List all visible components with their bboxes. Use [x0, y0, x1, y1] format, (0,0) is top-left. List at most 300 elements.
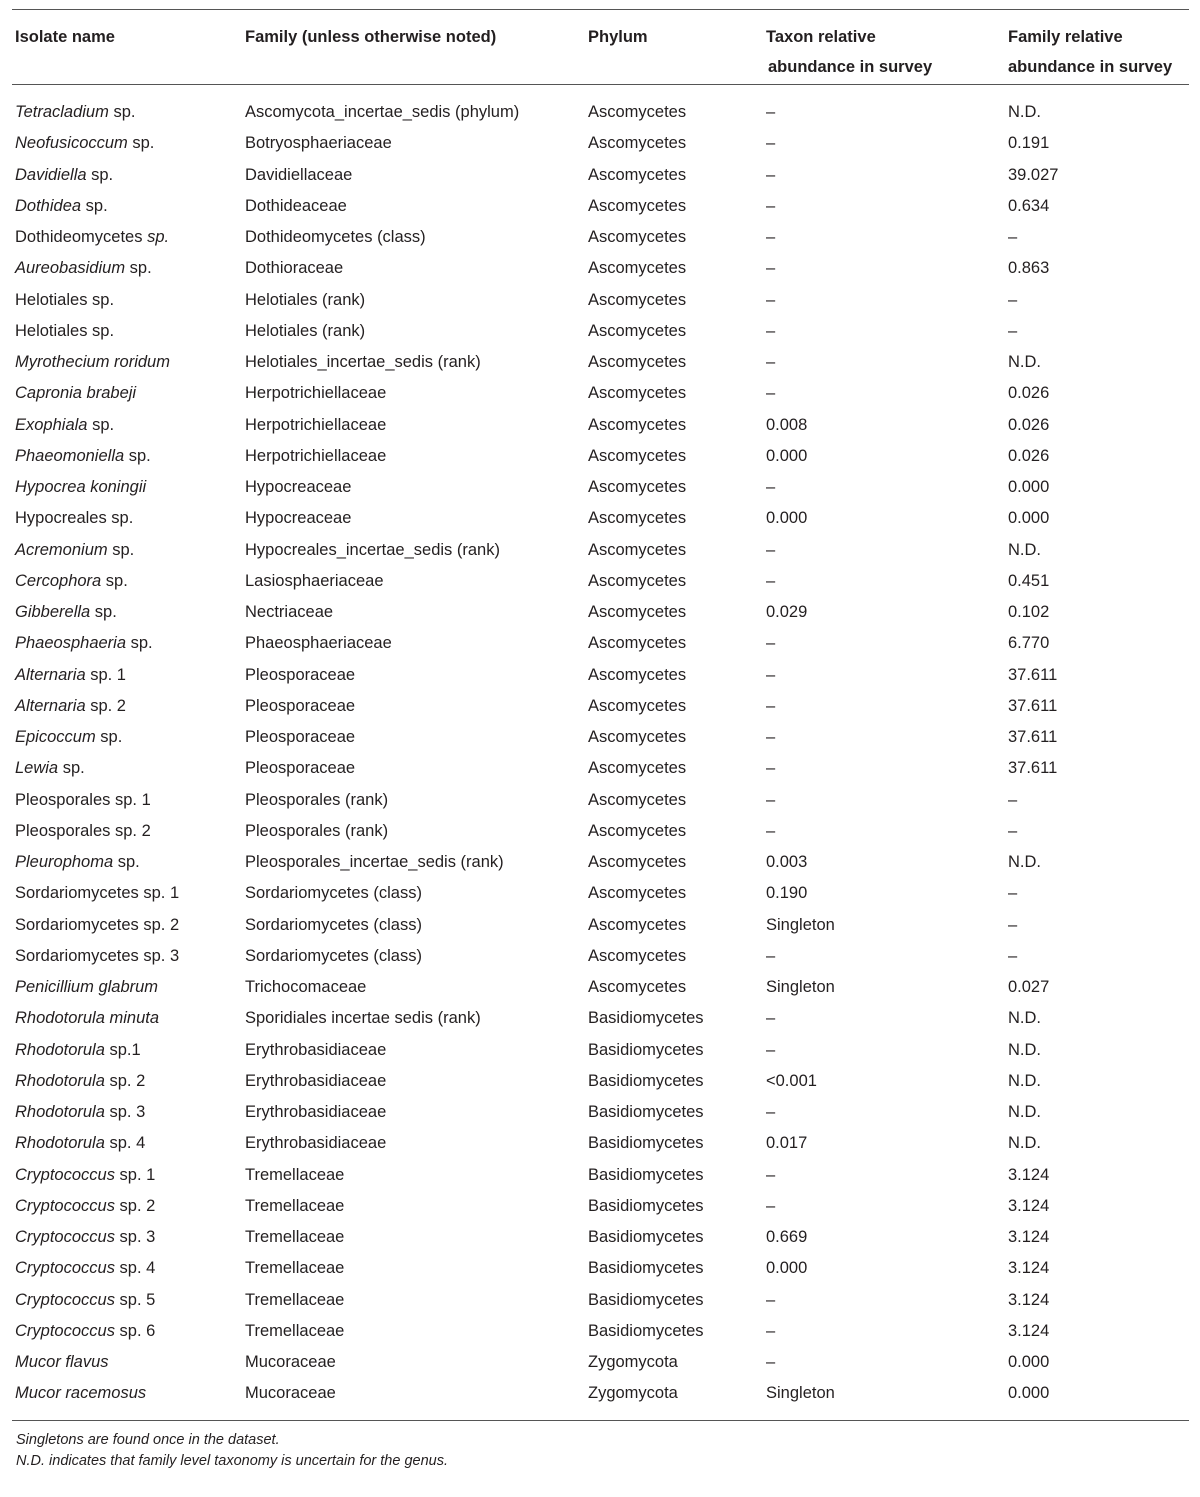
isolate-name-italic: Cryptococcus — [15, 1196, 115, 1215]
isolate-name-italic: Mucor racemosus — [15, 1384, 147, 1403]
isolate-name-suffix: sp. 6 — [114, 1321, 156, 1340]
isolate-name-italic: Cercophora — [15, 571, 102, 590]
family-abundance-cell: 0.634 — [1008, 196, 1050, 215]
phylum-cell: Ascomycetes — [588, 853, 687, 871]
isolate-name-italic: Pleurophoma — [15, 853, 114, 871]
taxon-abundance-cell: – — [766, 1196, 776, 1215]
phylum-cell: Ascomycetes — [588, 728, 687, 746]
isolate-name-cell — [15, 1003, 159, 1034]
phylum-cell: Ascomycetes — [588, 353, 687, 371]
phylum-cell: Ascomycetes — [588, 290, 687, 309]
taxon-abundance-cell: <0.001 — [766, 1071, 817, 1090]
phylum-cell: Ascomycetes — [588, 665, 687, 684]
table-row — [0, 1128, 1200, 1159]
phylum-cell: Ascomycetes — [588, 540, 687, 559]
isolate-name-italic: Mucor flavus — [15, 1353, 109, 1371]
table-row — [0, 597, 1200, 628]
taxon-abundance-cell: – — [766, 1353, 776, 1371]
family-abundance-cell: – — [1008, 321, 1018, 340]
isolate-name-italic: Capronia brabeji — [15, 384, 137, 403]
family-abundance-cell: 3.124 — [1008, 1259, 1050, 1278]
isolate-name-cell — [15, 503, 133, 534]
taxon-abundance-cell: 0.000 — [766, 1259, 808, 1278]
family-cell: Phaeosphaeriaceae — [245, 634, 392, 653]
taxon-abundance-cell: – — [766, 821, 776, 840]
isolate-name-cell — [15, 128, 154, 159]
taxon-abundance-cell: – — [766, 384, 776, 403]
isolate-name-suffix: sp. 4 — [114, 1259, 156, 1278]
family-abundance-cell: 0.000 — [1008, 478, 1050, 496]
family-abundance-cell: 37.611 — [1008, 665, 1058, 684]
header-family-label: Family (unless otherwise noted) — [245, 28, 497, 46]
table-top-rule — [12, 9, 1189, 10]
isolate-name-italic: sp. — [147, 228, 170, 246]
phylum-cell: Zygomycota — [588, 1353, 678, 1371]
isolate-name-suffix: sp. 2 — [114, 1196, 156, 1215]
phylum-cell: Ascomycetes — [588, 196, 687, 215]
family-abundance-cell: 0.026 — [1008, 415, 1050, 434]
family-abundance-cell: – — [1008, 884, 1018, 903]
family-abundance-cell: 0.026 — [1008, 446, 1050, 465]
isolate-name-suffix: sp. — [125, 259, 152, 278]
table-row — [0, 347, 1200, 378]
family-abundance-cell: – — [1008, 946, 1018, 965]
phylum-cell: Basidiomycetes — [588, 1259, 704, 1278]
isolate-name-cell — [15, 1066, 145, 1097]
table-row — [0, 441, 1200, 472]
family-abundance-cell: 0.191 — [1008, 134, 1050, 153]
family-cell: Erythrobasidiaceae — [245, 1040, 387, 1059]
family-abundance-cell: N.D. — [1008, 1009, 1041, 1028]
table-row — [0, 1378, 1200, 1409]
isolate-name-italic: Rhodotorula — [15, 1040, 105, 1059]
isolate-name-cell — [15, 1035, 141, 1066]
taxon-abundance-cell: 0.029 — [766, 603, 808, 621]
table-row — [0, 503, 1200, 534]
isolate-name-plain: Pleosporales sp. 1 — [15, 790, 151, 809]
isolate-name-cell — [15, 1128, 145, 1159]
family-abundance-cell: 0.000 — [1008, 1353, 1050, 1371]
taxon-abundance-cell: – — [766, 571, 776, 590]
taxon-abundance-cell: – — [766, 1165, 776, 1184]
table-row — [0, 191, 1200, 222]
phylum-cell: Ascomycetes — [588, 634, 687, 653]
family-cell: Sordariomycetes (class) — [245, 915, 422, 934]
family-cell: Hypocreaceae — [245, 509, 352, 528]
phylum-cell: Ascomycetes — [588, 946, 687, 965]
isolate-name-italic: Cryptococcus — [15, 1321, 115, 1340]
family-cell: Tremellaceae — [245, 1259, 345, 1278]
table-row — [0, 1066, 1200, 1097]
family-cell: Herpotrichiellaceae — [245, 446, 387, 465]
isolate-name-plain: Helotiales sp. — [15, 321, 115, 340]
isolate-name-cell — [15, 1316, 155, 1347]
phylum-cell: Basidiomycetes — [588, 1165, 704, 1184]
table-row — [0, 222, 1200, 253]
header-taxon-line1: Taxon relative — [766, 28, 876, 46]
table-row — [0, 1097, 1200, 1128]
family-cell: Dothideaceae — [245, 196, 347, 215]
table-row — [0, 785, 1200, 816]
isolate-name-italic: Epicoccum — [15, 728, 96, 746]
taxon-abundance-cell: – — [766, 1103, 776, 1121]
isolate-name-cell — [15, 347, 170, 378]
family-abundance-cell: N.D. — [1008, 353, 1041, 371]
isolate-name-cell — [15, 285, 114, 316]
taxon-abundance-cell: – — [766, 134, 776, 153]
family-cell: Sporidiales incertae sedis (rank) — [245, 1009, 481, 1028]
taxon-abundance-cell: – — [766, 1290, 776, 1309]
isolate-name-suffix: sp. 2 — [104, 1071, 146, 1090]
phylum-cell: Ascomycetes — [588, 696, 687, 715]
table-footnotes — [16, 1430, 448, 1472]
family-abundance-cell: 3.124 — [1008, 1228, 1050, 1246]
table-row — [0, 128, 1200, 159]
phylum-cell: Ascomycetes — [588, 134, 687, 153]
isolate-name-suffix: sp. — [113, 853, 140, 871]
family-cell: Herpotrichiellaceae — [245, 415, 387, 434]
isolate-name-italic: Tetracladium — [15, 103, 109, 121]
table-body — [0, 97, 1200, 1410]
isolate-name-cell — [15, 785, 151, 816]
taxon-abundance-cell: – — [766, 728, 776, 746]
isolate-name-cell — [15, 628, 153, 659]
isolate-name-suffix: sp. 1 — [85, 665, 126, 684]
header-family-rel-line2: abundance in survey — [1008, 58, 1173, 76]
isolate-name-suffix: sp. 1 — [114, 1165, 156, 1184]
taxon-abundance-cell: 0.008 — [766, 415, 808, 434]
isolate-name-suffix: sp. 3 — [114, 1228, 156, 1246]
family-abundance-cell: 39.027 — [1008, 165, 1059, 184]
table-row — [0, 97, 1200, 128]
isolate-name-plain: Pleosporales sp. 2 — [15, 821, 151, 840]
phylum-cell: Basidiomycetes — [588, 1290, 704, 1309]
isolate-name-italic: Lewia — [15, 759, 59, 778]
family-abundance-cell: 0.451 — [1008, 571, 1050, 590]
taxon-abundance-cell: – — [766, 103, 776, 121]
isolate-name-italic: Cryptococcus — [15, 1290, 115, 1309]
isolate-name-suffix: sp. 3 — [104, 1103, 146, 1121]
family-cell: Mucoraceae — [245, 1353, 336, 1371]
phylum-cell: Basidiomycetes — [588, 1071, 704, 1090]
family-cell: Helotiales (rank) — [245, 290, 366, 309]
family-abundance-cell: – — [1008, 228, 1018, 246]
isolate-name-cell — [15, 535, 134, 566]
header-family-rel-line1: Family relative — [1008, 28, 1123, 46]
table-row — [0, 972, 1200, 1003]
isolate-name-cell — [15, 972, 158, 1003]
table-row — [0, 410, 1200, 441]
phylum-cell: Ascomycetes — [588, 103, 687, 121]
footnote-singletons: Singletons are found once in the dataset. — [16, 1432, 280, 1448]
family-abundance-cell: N.D. — [1008, 540, 1041, 559]
table-row — [0, 1253, 1200, 1284]
table-row — [0, 878, 1200, 909]
isolate-name-suffix: sp. — [90, 603, 117, 621]
isolate-name-cell — [15, 1191, 155, 1222]
taxon-abundance-cell: – — [766, 634, 776, 653]
family-abundance-cell: 0.027 — [1008, 978, 1050, 996]
family-abundance-cell: – — [1008, 821, 1018, 840]
family-abundance-cell: N.D. — [1008, 853, 1041, 871]
isolate-name-cell — [15, 316, 114, 347]
family-cell: Trichocomaceae — [245, 978, 367, 996]
header-bottom-rule — [12, 84, 1189, 85]
isolate-name-suffix: sp. — [58, 759, 85, 778]
isolate-name-suffix: sp. — [81, 196, 108, 215]
family-abundance-cell: N.D. — [1008, 1103, 1041, 1121]
table-row — [0, 1003, 1200, 1034]
isolate-name-cell — [15, 97, 135, 128]
isolate-name-suffix: sp.1 — [104, 1040, 141, 1059]
header-family-relative-abundance — [1008, 22, 1172, 82]
table-row — [0, 472, 1200, 503]
isolate-name-italic: Cryptococcus — [15, 1165, 115, 1184]
family-cell: Sordariomycetes (class) — [245, 884, 422, 903]
phylum-cell: Basidiomycetes — [588, 1196, 704, 1215]
phylum-cell: Ascomycetes — [588, 821, 687, 840]
family-abundance-cell: 6.770 — [1008, 634, 1050, 653]
table-row — [0, 160, 1200, 191]
taxon-abundance-cell: – — [766, 259, 776, 278]
isolate-name-cell — [15, 878, 179, 909]
taxon-abundance-cell: – — [766, 353, 776, 371]
family-abundance-cell: N.D. — [1008, 1071, 1041, 1090]
isolate-name-italic: Hypocrea koningii — [15, 478, 147, 496]
isolate-name-italic: Alternaria — [15, 696, 86, 715]
family-cell: Tremellaceae — [245, 1196, 345, 1215]
isolate-name-cell — [15, 160, 113, 191]
header-phylum-label: Phylum — [588, 28, 648, 46]
isolate-name-cell — [15, 378, 136, 409]
table-row — [0, 941, 1200, 972]
family-cell: Helotiales_incertae_sedis (rank) — [245, 353, 481, 371]
taxon-abundance-cell: 0.017 — [766, 1134, 808, 1153]
isolate-name-italic: Dothidea — [15, 196, 82, 215]
isolate-name-suffix: sp. — [108, 103, 136, 121]
table-row — [0, 691, 1200, 722]
header-taxon-relative-abundance — [766, 22, 932, 82]
isolate-name-cell — [15, 1347, 109, 1378]
isolate-name-suffix: sp. — [107, 540, 135, 559]
taxon-abundance-cell: – — [766, 478, 776, 496]
family-cell: Lasiosphaeriaceae — [245, 571, 384, 590]
table-row — [0, 566, 1200, 597]
taxon-abundance-cell: – — [766, 1009, 776, 1028]
family-cell: Mucoraceae — [245, 1384, 336, 1403]
isolate-name-plain: Sordariomycetes sp. 2 — [15, 915, 180, 934]
family-abundance-cell: N.D. — [1008, 1134, 1041, 1153]
family-abundance-cell: 0.102 — [1008, 603, 1050, 621]
family-cell: Helotiales (rank) — [245, 321, 366, 340]
phylum-cell: Ascomycetes — [588, 321, 687, 340]
phylum-cell: Ascomycetes — [588, 978, 687, 996]
family-cell: Dothioraceae — [245, 259, 344, 278]
taxon-abundance-cell: – — [766, 228, 776, 246]
table-row — [0, 1035, 1200, 1066]
family-cell: Hypocreales_incertae_sedis (rank) — [245, 540, 500, 559]
taxon-abundance-cell: 0.003 — [766, 853, 808, 871]
table-row — [0, 1347, 1200, 1378]
family-cell: Hypocreaceae — [245, 478, 352, 496]
family-abundance-cell: N.D. — [1008, 103, 1041, 121]
table-row — [0, 816, 1200, 847]
phylum-cell: Zygomycota — [588, 1384, 678, 1403]
isolate-name-suffix: sp. — [87, 415, 115, 434]
taxon-abundance-cell: – — [766, 759, 776, 778]
isolate-name-italic: Aureobasidium — [15, 259, 126, 278]
phylum-cell: Basidiomycetes — [588, 1134, 704, 1153]
taxon-abundance-cell: Singleton — [766, 915, 835, 934]
family-abundance-cell: – — [1008, 790, 1018, 809]
taxon-abundance-cell: Singleton — [766, 978, 835, 996]
taxon-abundance-cell: Singleton — [766, 1384, 835, 1403]
phylum-cell: Ascomycetes — [588, 759, 687, 778]
isolate-name-italic: Penicillium glabrum — [15, 978, 159, 996]
table-row — [0, 1316, 1200, 1347]
header-family — [245, 22, 496, 52]
phylum-cell: Ascomycetes — [588, 478, 687, 496]
family-cell: Davidiellaceae — [245, 165, 353, 184]
family-abundance-cell: 0.000 — [1008, 509, 1050, 528]
taxon-abundance-cell: – — [766, 790, 776, 809]
taxon-abundance-cell: – — [766, 540, 776, 559]
table-row — [0, 847, 1200, 878]
phylum-cell: Ascomycetes — [588, 884, 687, 903]
isolate-name-cell — [15, 597, 117, 628]
family-abundance-cell: – — [1008, 915, 1018, 934]
family-cell: Pleosporales (rank) — [245, 790, 389, 809]
footnote-nd: N.D. indicates that family level taxonomy is uncertain for the genus. — [16, 1453, 448, 1469]
header-isolate-label: Isolate name — [15, 28, 115, 46]
isolate-name-cell — [15, 722, 122, 753]
phylum-cell: Ascomycetes — [588, 446, 687, 465]
isolate-name-cell — [15, 816, 151, 847]
phylum-cell: Ascomycetes — [588, 571, 687, 590]
taxon-abundance-cell: – — [766, 196, 776, 215]
taxon-abundance-cell: – — [766, 665, 776, 684]
phylum-cell: Ascomycetes — [588, 228, 687, 246]
table-row — [0, 628, 1200, 659]
taxon-abundance-cell: 0.190 — [766, 884, 808, 903]
isolate-name-suffix: sp. 4 — [104, 1134, 146, 1153]
isolate-name-cell — [15, 847, 140, 878]
family-cell: Dothideomycetes (class) — [245, 228, 426, 246]
table-row — [0, 753, 1200, 784]
family-cell: Herpotrichiellaceae — [245, 384, 387, 403]
isolate-name-italic: Rhodotorula — [15, 1134, 105, 1153]
isolate-name-cell — [15, 410, 114, 441]
table-row — [0, 1191, 1200, 1222]
isolate-name-cell — [15, 1222, 155, 1253]
table-row — [0, 910, 1200, 941]
table-row — [0, 535, 1200, 566]
taxon-abundance-cell: – — [766, 321, 776, 340]
phylum-cell: Ascomycetes — [588, 259, 687, 278]
family-cell: Erythrobasidiaceae — [245, 1071, 387, 1090]
taxon-abundance-cell: 0.669 — [766, 1228, 808, 1246]
isolate-name-suffix: sp. — [127, 134, 155, 153]
table-row — [0, 660, 1200, 691]
table-row — [0, 285, 1200, 316]
family-cell: Tremellaceae — [245, 1165, 345, 1184]
isolate-name-italic: Cryptococcus — [15, 1228, 115, 1246]
isolate-name-cell — [15, 1160, 155, 1191]
family-cell: Pleosporaceae — [245, 759, 356, 778]
taxon-abundance-cell: – — [766, 1321, 776, 1340]
table-row — [0, 316, 1200, 347]
isolate-name-cell — [15, 222, 169, 253]
isolate-name-cell — [15, 1253, 155, 1284]
isolate-name-cell — [15, 753, 85, 784]
isolate-name-plain: Sordariomycetes sp. 1 — [15, 884, 180, 903]
isolate-name-suffix: sp. — [86, 165, 114, 184]
isolate-name-cell — [15, 1097, 145, 1128]
isolate-name-suffix: sp. — [124, 446, 151, 465]
phylum-cell: Ascomycetes — [588, 603, 687, 621]
isolate-name-cell — [15, 660, 126, 691]
isolate-name-suffix: sp. — [95, 728, 123, 746]
isolate-name-cell — [15, 1285, 155, 1316]
family-abundance-cell: 3.124 — [1008, 1290, 1050, 1309]
taxon-abundance-cell: 0.000 — [766, 446, 808, 465]
isolate-name-cell — [15, 566, 128, 597]
family-abundance-cell: 3.124 — [1008, 1321, 1050, 1340]
isolate-name-italic: Myrothecium roridum — [15, 353, 170, 371]
isolate-name-cell — [15, 441, 151, 472]
isolate-name-plain: Sordariomycetes sp. 3 — [15, 946, 180, 965]
isolate-name-italic: Phaeosphaeria — [15, 634, 127, 653]
family-cell: Pleosporales_incertae_sedis (rank) — [245, 853, 504, 871]
family-cell: Botryosphaeriaceae — [245, 134, 392, 153]
phylum-cell: Basidiomycetes — [588, 1321, 704, 1340]
isolate-name-suffix: sp. 2 — [85, 696, 126, 715]
family-abundance-cell: – — [1008, 290, 1018, 309]
family-abundance-cell: 37.611 — [1008, 759, 1058, 778]
family-abundance-cell: 37.611 — [1008, 728, 1058, 746]
isolate-name-italic: Exophiala — [15, 415, 88, 434]
family-cell: Erythrobasidiaceae — [245, 1134, 387, 1153]
isolate-name-italic: Rhodotorula — [15, 1103, 105, 1121]
phylum-cell: Basidiomycetes — [588, 1103, 704, 1121]
isolate-name-cell — [15, 1378, 146, 1409]
isolate-name-plain: Hypocreales sp. — [15, 509, 134, 528]
family-cell: Tremellaceae — [245, 1228, 345, 1246]
isolate-name-suffix: sp. — [101, 571, 128, 590]
family-cell: Nectriaceae — [245, 603, 334, 621]
isolate-name-plain: Dothideomycetes — [15, 228, 148, 246]
table-row — [0, 722, 1200, 753]
isolate-name-suffix: sp. 5 — [114, 1290, 156, 1309]
isolate-name-suffix: sp. — [126, 634, 153, 653]
isolate-name-italic: Phaeomoniella — [15, 446, 125, 465]
family-cell: Tremellaceae — [245, 1290, 345, 1309]
phylum-cell: Ascomycetes — [588, 509, 687, 528]
family-cell: Erythrobasidiaceae — [245, 1103, 387, 1121]
family-abundance-cell: 0.000 — [1008, 1384, 1050, 1403]
taxon-abundance-cell: – — [766, 696, 776, 715]
isolate-name-italic: Rhodotorula — [15, 1071, 105, 1090]
table-row — [0, 1222, 1200, 1253]
family-abundance-cell: 3.124 — [1008, 1196, 1050, 1215]
taxon-abundance-cell: 0.000 — [766, 509, 808, 528]
table-row — [0, 378, 1200, 409]
phylum-cell: Ascomycetes — [588, 384, 687, 403]
table-row — [0, 253, 1200, 284]
phylum-cell: Basidiomycetes — [588, 1228, 704, 1246]
phylum-cell: Ascomycetes — [588, 415, 687, 434]
table-row — [0, 1285, 1200, 1316]
